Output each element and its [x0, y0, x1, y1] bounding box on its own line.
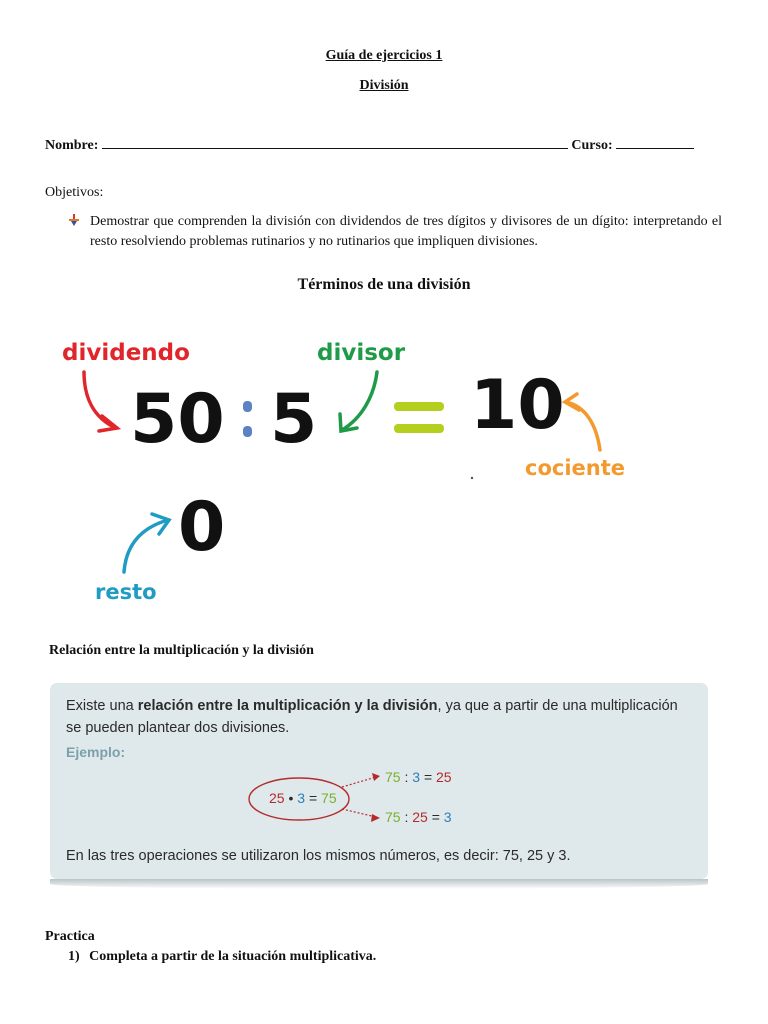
practice-item-text: Completa a partir de la situación multiplicativa.	[89, 949, 377, 964]
upper-arrow-icon	[342, 777, 376, 787]
page-title: Guía de ejercicios 1	[325, 48, 443, 63]
practice-item-1	[68, 949, 376, 965]
remainder-number: 0	[178, 488, 226, 567]
multiplication-equation: 25 • 3 = 75	[269, 790, 337, 806]
objectives-heading: Objetivos:	[45, 185, 104, 200]
course-label: Curso:	[571, 138, 613, 153]
terms-heading: Términos de una división	[297, 276, 471, 293]
practice-heading: Practica	[45, 929, 95, 944]
equals-sign-icon	[394, 402, 444, 433]
dividend-label: dividendo	[62, 340, 190, 366]
relation-heading: Relación entre la multiplicación y la división	[49, 643, 314, 658]
quotient-number: 10	[470, 366, 565, 445]
name-field[interactable]	[102, 136, 568, 149]
practice-item-number: 1)	[68, 949, 80, 964]
divisor-label: divisor	[317, 340, 406, 366]
division-diagram	[0, 310, 768, 620]
box-shadow	[50, 879, 708, 889]
dividend-number: 50	[130, 380, 225, 459]
divisor-number: 5	[270, 380, 318, 459]
dot-mark	[471, 477, 473, 479]
quotient-label: cociente	[525, 456, 625, 480]
divisor-arrow-icon	[340, 372, 377, 431]
lower-arrow-icon	[342, 809, 376, 817]
course-field[interactable]	[616, 136, 694, 149]
page-subtitle: División	[359, 78, 409, 93]
relation-closing: En las tres operaciones se utilizaron los mismos números, es decir: 75, 25 y 3.	[66, 848, 571, 864]
division-equation-1: 75 : 3 = 25	[385, 769, 452, 785]
example-label: Ejemplo:	[66, 744, 126, 760]
bullet-icon	[68, 213, 80, 232]
quotient-arrow-icon	[565, 394, 600, 450]
relation-text: Existe una relación entre la multiplicación y la división, ya que a partir de una multiplicación se pueden plantear dos divisiones.	[66, 698, 678, 736]
objective-text: Demostrar que comprenden la división con dividendos de tres dígitos y divisores de un dígito: interpretando el resto resolviendo problemas rutinarios y no rutinarios que impliquen divisiones.	[90, 214, 722, 249]
name-label: Nombre:	[45, 138, 99, 153]
division-colon-icon	[243, 401, 252, 437]
relation-box	[50, 683, 708, 879]
student-info-line	[45, 136, 694, 154]
diagram-graphics	[0, 310, 768, 620]
division-equation-2: 75 : 25 = 3	[385, 809, 452, 825]
dividend-arrow-icon	[84, 372, 117, 431]
remainder-label: resto	[95, 580, 157, 604]
remainder-arrow-icon	[124, 514, 169, 572]
